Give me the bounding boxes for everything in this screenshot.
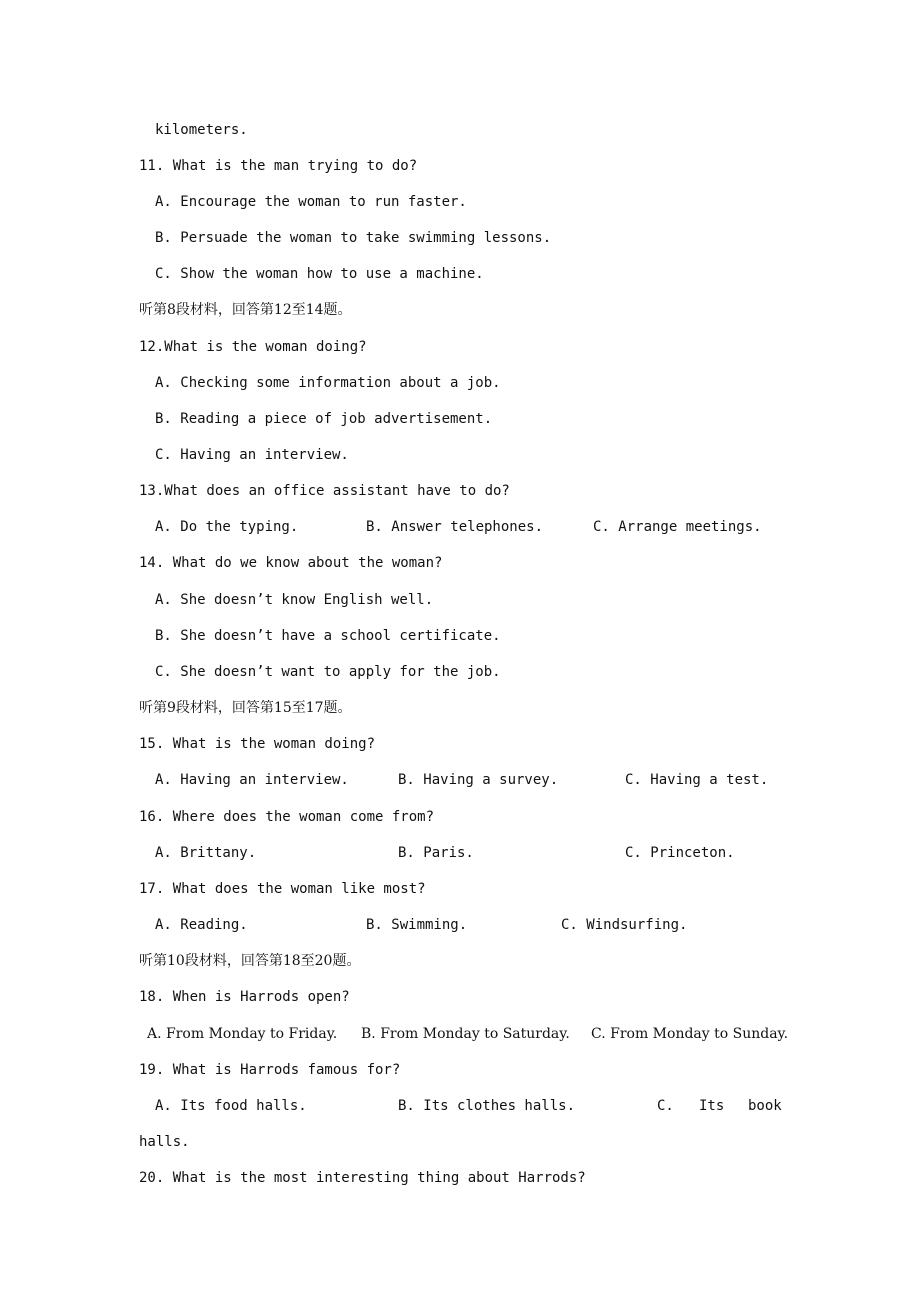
section-9-heading: 听第9段材料，回答第15至17题。 — [139, 700, 352, 716]
question-15-option-a: A. Having an interview. — [155, 772, 349, 788]
question-19-option-c-word-1: Its — [699, 1098, 725, 1114]
question-19-option-b: B. Its clothes halls. — [398, 1098, 576, 1114]
question-13-option-c: C. Arrange meetings. — [593, 519, 762, 535]
question-12-stem: 12.What is the woman doing? — [139, 339, 367, 355]
question-16-option-a: A. Brittany. — [155, 845, 257, 861]
question-14-option-a: A. She doesn’t know English well. — [155, 592, 434, 608]
continuation-text: kilometers. — [155, 122, 248, 138]
question-16-options-row — [0, 843, 920, 863]
question-13-option-b: B. Answer telephones. — [366, 519, 544, 535]
question-20-stem: 20. What is the most interesting thing about Harrods? — [139, 1170, 586, 1186]
question-19-options-row — [0, 1096, 920, 1116]
question-17-options-row — [0, 915, 920, 935]
question-14-stem: 14. What do we know about the woman? — [139, 555, 443, 571]
question-15-option-c: C. Having a test. — [625, 772, 769, 788]
question-13-options-row — [0, 517, 920, 537]
question-11-option-c: C. Show the woman how to use a machine. — [155, 266, 484, 282]
section-8-heading: 听第8段材料，回答第12至14题。 — [139, 302, 352, 318]
question-12-option-c: C. Having an interview. — [155, 447, 349, 463]
question-17-option-a: A. Reading. — [155, 917, 248, 933]
question-18-options-row — [0, 1024, 920, 1044]
question-11-option-a: A. Encourage the woman to run faster. — [155, 194, 467, 210]
question-17-option-c: C. Windsurfing. — [561, 917, 688, 933]
question-19-option-a: A. Its food halls. — [155, 1098, 307, 1114]
question-16-option-c: C. Princeton. — [625, 845, 735, 861]
question-19-option-c-continuation: halls. — [139, 1134, 190, 1150]
question-15-option-b: B. Having a survey. — [398, 772, 559, 788]
question-14-option-b: B. She doesn’t have a school certificate. — [155, 628, 501, 644]
question-17-stem: 17. What does the woman like most? — [139, 881, 426, 897]
section-10-heading: 听第10段材料，回答第18至20题。 — [139, 953, 361, 969]
question-12-option-a: A. Checking some information about a job. — [155, 375, 501, 391]
question-11-stem: 11. What is the man trying to do? — [139, 158, 418, 174]
question-13-option-a: A. Do the typing. — [155, 519, 299, 535]
question-16-stem: 16. Where does the woman come from? — [139, 809, 435, 825]
question-16-option-b: B. Paris. — [398, 845, 474, 861]
question-14-option-c: C. She doesn’t want to apply for the job. — [155, 664, 501, 680]
question-19-stem: 19. What is Harrods famous for? — [139, 1062, 401, 1078]
question-15-stem: 15. What is the woman doing? — [139, 736, 376, 752]
question-15-options-row — [0, 770, 920, 790]
question-12-option-b: B. Reading a piece of job advertisement. — [155, 411, 493, 427]
question-19-option-c-word-2: book — [748, 1098, 782, 1114]
question-19-option-c-letter: C. — [657, 1098, 674, 1114]
question-18-stem: 18. When is Harrods open? — [139, 989, 350, 1005]
question-17-option-b: B. Swimming. — [366, 917, 468, 933]
question-18-option-c: C. From Monday to Sunday. — [591, 1026, 789, 1042]
question-13-stem: 13.What does an office assistant have to do? — [139, 483, 510, 499]
question-18-option-b: B. From Monday to Saturday. — [361, 1026, 570, 1042]
question-11-option-b: B. Persuade the woman to take swimming lessons. — [155, 230, 552, 246]
question-18-option-a: A. From Monday to Friday. — [147, 1026, 338, 1042]
